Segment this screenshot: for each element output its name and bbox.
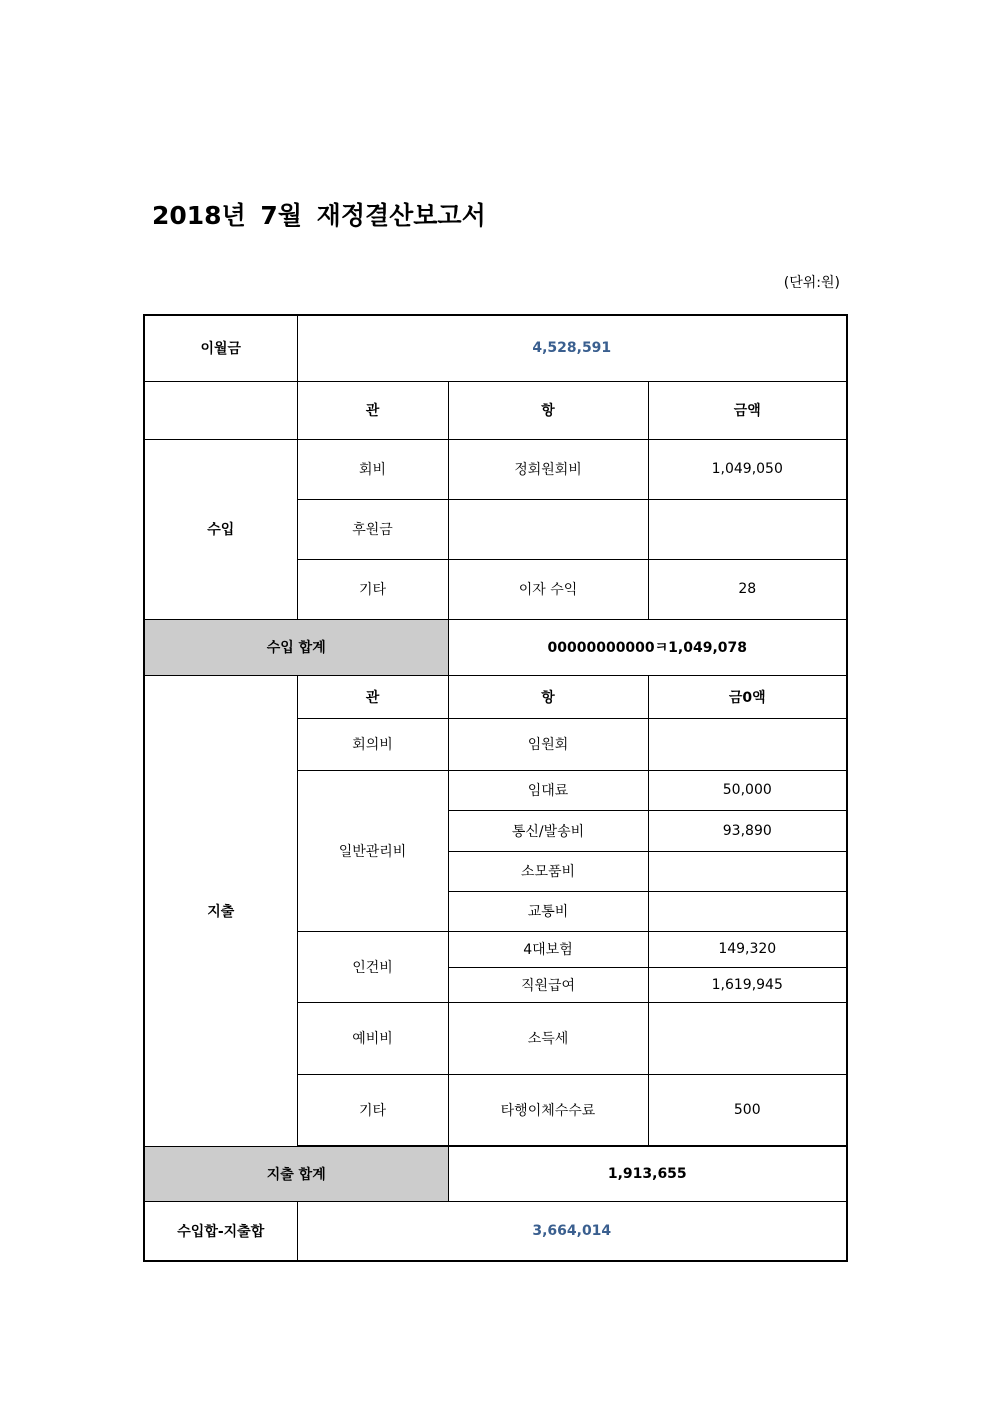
expense-gwan-meeting: 회의비 [297, 718, 448, 770]
expense-total-label: 지출 합계 [144, 1146, 448, 1201]
expense-hang: 임원회 [448, 718, 648, 770]
expense-header-hang: 항 [448, 675, 648, 718]
income-row [144, 439, 847, 499]
expense-gwan-reserve: 예비비 [297, 1002, 448, 1074]
expense-header-gwan: 관 [297, 675, 448, 718]
income-header-gwan: 관 [297, 381, 448, 439]
expense-amount: 1,619,945 [648, 967, 847, 1002]
expense-hang: 통신/발송비 [448, 810, 648, 851]
income-header-row [144, 381, 847, 439]
expense-amount [648, 1002, 847, 1074]
expense-total-row [144, 1146, 847, 1201]
income-amount: 1,049,050 [648, 439, 847, 499]
expense-hang: 타행이체수수료 [448, 1074, 648, 1145]
expense-hang: 소득세 [448, 1002, 648, 1074]
expense-hang: 소모품비 [448, 851, 648, 891]
expense-gwan-personnel: 인건비 [297, 931, 448, 1002]
expense-hang: 4대보험 [448, 931, 648, 967]
expense-amount [648, 891, 847, 931]
carryover-label: 이월금 [144, 315, 297, 381]
balance-row [144, 1201, 847, 1261]
income-hang [448, 499, 648, 559]
expense-amount: 93,890 [648, 810, 847, 851]
expense-label: 지출 [144, 675, 297, 1146]
income-hang: 이자 수익 [448, 559, 648, 619]
expense-amount [648, 718, 847, 770]
report-title: 2018년 7월 재정결산보고서 [152, 201, 486, 230]
balance-label: 수입합-지출합 [144, 1201, 297, 1261]
expense-amount: 50,000 [648, 770, 847, 810]
expense-header-row [144, 675, 847, 718]
income-gwan: 회비 [297, 439, 448, 499]
income-header-blank [144, 381, 297, 439]
income-header-amount: 금액 [648, 381, 847, 439]
expense-gwan-general: 일반관리비 [297, 770, 448, 931]
income-hang: 정회원회비 [448, 439, 648, 499]
carryover-value: 4,528,591 [297, 315, 847, 381]
income-header-hang: 항 [448, 381, 648, 439]
income-total-label: 수입 합계 [144, 619, 448, 675]
expense-amount [648, 851, 847, 891]
income-total-value: 00000000000ㅋ1,049,078 [448, 619, 847, 675]
expense-hang: 임대료 [448, 770, 648, 810]
expense-total-value: 1,913,655 [448, 1146, 847, 1201]
expense-header-amount: 금0액 [648, 675, 847, 718]
expense-hang: 직원급여 [448, 967, 648, 1002]
expense-gwan-other: 기타 [297, 1074, 448, 1145]
balance-value: 3,664,014 [297, 1201, 847, 1261]
finance-table [143, 314, 848, 1262]
expense-amount: 500 [648, 1074, 847, 1145]
income-gwan: 기타 [297, 559, 448, 619]
income-amount: 28 [648, 559, 847, 619]
expense-hang: 교통비 [448, 891, 648, 931]
income-total-row [144, 619, 847, 675]
income-amount [648, 499, 847, 559]
carryover-row [144, 315, 847, 381]
unit-label: (단위:원) [783, 275, 840, 291]
income-gwan: 후원금 [297, 499, 448, 559]
expense-amount: 149,320 [648, 931, 847, 967]
income-label: 수입 [144, 439, 297, 619]
